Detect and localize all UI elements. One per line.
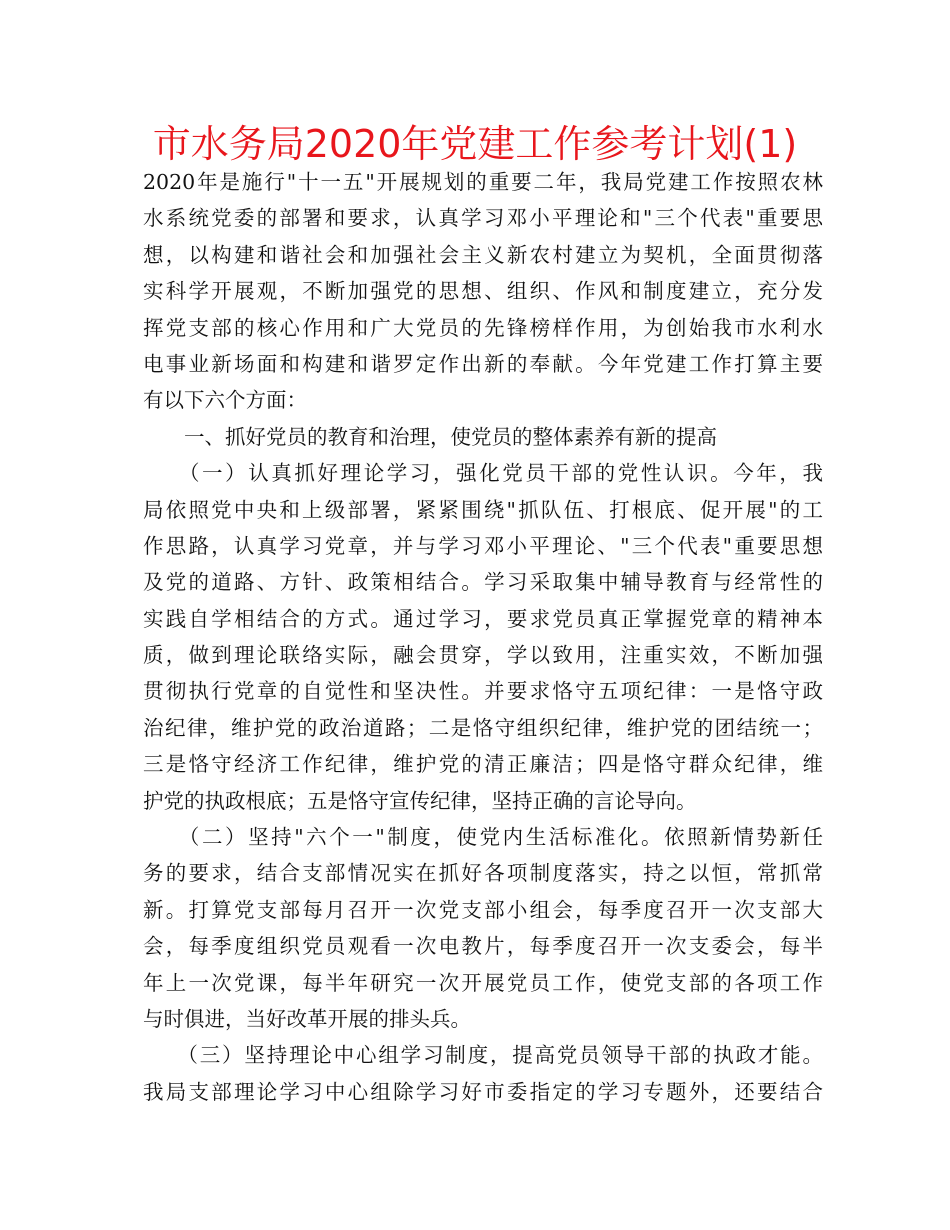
body-line: 实科学开展观，不断加强党的思想、组织、作风和制度建立，充分发 — [143, 279, 823, 304]
body-line: 电事业新场面和构建和谐罗定作出新的奉献。今年党建工作打算主要 — [143, 351, 823, 376]
body-line: 质，做到理论联络实际，融会贯穿，学以致用，注重实效，不断加强 — [143, 643, 823, 668]
body-line: 2020年是施行"十一五"开展规划的重要二年，我局党建工作按照农林 — [143, 170, 823, 194]
body-line: 贯彻执行党章的自觉性和坚决性。并要求恪守五项纪律：一是恪守政 — [143, 679, 823, 704]
body-line: 及党的道路、方针、政策相结合。学习采取集中辅导教育与经常性的 — [143, 570, 823, 595]
document-body — [143, 164, 823, 1110]
body-line: 我局支部理论学习中心组除学习好市委指定的学习专题外，还要结合 — [143, 1079, 823, 1104]
body-line: 新。打算党支部每月召开一次党支部小组会，每季度召开一次支部大 — [143, 897, 823, 922]
body-line: 想，以构建和谐社会和加强社会主义新农村建立为契机，全面贯彻落 — [143, 242, 823, 267]
body-line: 务的要求，结合支部情况实在抓好各项制度落实，持之以恒，常抓常 — [143, 861, 823, 886]
body-line: 作思路，认真学习党章，并与学习邓小平理论、"三个代表"重要思想 — [143, 533, 823, 558]
body-line: 一、抓好党员的教育和治理，使党员的整体素养有新的提高 — [143, 424, 717, 449]
body-line: 有以下六个方面： — [143, 388, 307, 413]
body-line: 实践自学相结合的方式。通过学习，要求党员真正掌握党章的精神本 — [143, 606, 823, 631]
body-line: （一）认真抓好理论学习，强化党员干部的党性认识。今年，我 — [143, 461, 823, 486]
body-line: 挥党支部的核心作用和广大党员的先锋榜样作用，为创始我市水利水 — [143, 315, 823, 340]
body-line: 护党的执政根底；五是恪守宣传纪律，坚持正确的言论导向。 — [143, 788, 697, 813]
body-line: 治纪律，维护党的政治道路；二是恪守组织纪律，维护党的团结统一； — [143, 715, 823, 740]
document-title: 市水务局2020年党建工作参考计划(1) — [152, 122, 798, 166]
body-line: （二）坚持"六个一"制度，使党内生活标准化。依照新情势新任 — [143, 825, 823, 850]
body-line: 水系统党委的部署和要求，认真学习邓小平理论和"三个代表"重要思 — [143, 206, 823, 231]
body-line: 年上一次党课，每半年研究一次开展党员工作，使党支部的各项工作 — [143, 970, 823, 995]
body-line: 局依照党中央和上级部署，紧紧围绕"抓队伍、打根底、促开展"的工 — [143, 497, 823, 522]
body-line: 与时俱进，当好改革开展的排头兵。 — [143, 1006, 471, 1031]
body-line: 会，每季度组织党员观看一次电教片，每季度召开一次支委会，每半 — [143, 934, 823, 959]
body-line: （三）坚持理论中心组学习制度，提高党员领导干部的执政才能。 — [143, 1043, 823, 1068]
body-line: 三是恪守经济工作纪律，维护党的清正廉洁；四是恪守群众纪律，维 — [143, 752, 823, 777]
